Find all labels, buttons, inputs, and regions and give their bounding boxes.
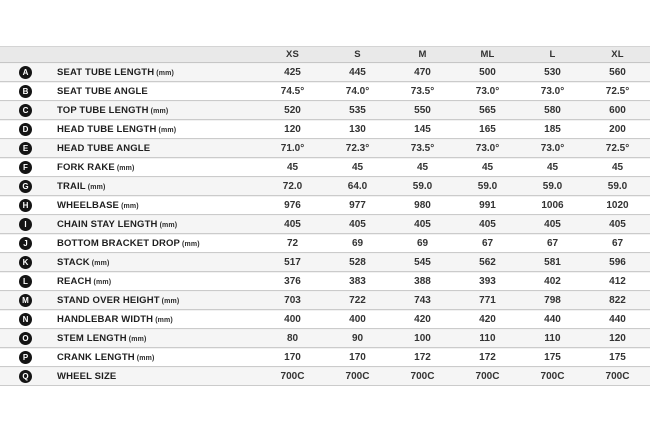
spec-value: 200	[609, 123, 626, 135]
spec-value: 405	[349, 218, 366, 230]
spec-label	[57, 105, 168, 116]
spec-value: 45	[546, 161, 559, 173]
spec-label	[57, 352, 155, 363]
column-header-ml: ML	[480, 49, 495, 60]
spec-value: 405	[284, 218, 301, 230]
spec-value: 1006	[541, 199, 564, 211]
spec-unit: (mm)	[93, 278, 112, 286]
spec-value: 72.3°	[345, 142, 370, 154]
spec-value: 528	[349, 256, 366, 268]
spec-value: 700C	[345, 370, 370, 382]
table-row-j	[0, 234, 650, 253]
spec-value: 71.0°	[280, 142, 305, 154]
spec-value: 175	[609, 351, 626, 363]
spec-label-cell	[0, 199, 260, 212]
spec-unit: (mm)	[182, 240, 200, 248]
spec-label-text: STACK	[57, 256, 90, 268]
table-row-l	[0, 272, 650, 291]
spec-value: 376	[284, 275, 301, 287]
table-row-g	[0, 177, 650, 196]
spec-value: 440	[544, 313, 561, 325]
spec-unit: (mm)	[116, 164, 135, 172]
spec-value: 420	[414, 313, 431, 325]
spec-value: 120	[284, 123, 301, 135]
row-letter-badge: H	[19, 199, 32, 212]
spec-label-cell	[0, 370, 260, 383]
spec-value: 425	[284, 66, 301, 78]
spec-value: 172	[414, 351, 431, 363]
spec-label-cell	[0, 161, 260, 174]
spec-value: 172	[479, 351, 496, 363]
spec-value: 73.5°	[410, 142, 435, 154]
table-row-d	[0, 120, 650, 139]
spec-value: 72.0	[282, 180, 303, 192]
row-letter-badge: K	[19, 256, 32, 269]
column-header-m: M	[418, 49, 427, 60]
column-header-xs: XS	[285, 49, 300, 60]
spec-label-text: SEAT TUBE ANGLE	[57, 85, 148, 97]
row-letter-badge: F	[19, 161, 32, 174]
spec-label	[57, 86, 150, 97]
spec-label	[57, 238, 200, 249]
spec-value: 74.5°	[280, 85, 305, 97]
spec-label	[57, 219, 177, 230]
spec-value: 500	[479, 66, 496, 78]
spec-value: 67	[611, 237, 624, 249]
spec-value: 185	[544, 123, 561, 135]
row-letter-badge: E	[19, 142, 32, 155]
spec-value: 69	[351, 237, 364, 249]
spec-value: 700C	[605, 370, 630, 382]
spec-value: 440	[609, 313, 626, 325]
table-header-row	[0, 46, 650, 63]
spec-label	[57, 257, 110, 268]
spec-value: 59.0	[412, 180, 433, 192]
column-header-s: S	[354, 49, 361, 60]
spec-value: 520	[284, 104, 301, 116]
spec-label-text: FORK RAKE	[57, 161, 115, 173]
column-header-xl: XL	[611, 49, 624, 60]
spec-label-text: BOTTOM BRACKET DROP	[57, 237, 181, 249]
spec-label-cell	[0, 313, 260, 326]
spec-value: 470	[414, 66, 431, 78]
row-letter-badge: I	[19, 218, 32, 231]
spec-value: 445	[349, 66, 366, 78]
spec-value: 67	[481, 237, 494, 249]
spec-value: 405	[609, 218, 626, 230]
spec-label-text: CHAIN STAY LENGTH	[57, 218, 158, 230]
spec-value: 45	[416, 161, 429, 173]
spec-label-text: TOP TUBE LENGTH	[57, 104, 149, 116]
spec-label-cell	[0, 237, 260, 250]
spec-value: 991	[479, 199, 496, 211]
spec-value: 72	[286, 237, 299, 249]
spec-label-cell	[0, 66, 260, 79]
spec-label-text: WHEEL SIZE	[57, 370, 117, 382]
row-letter-badge: C	[19, 104, 32, 117]
row-letter-badge: D	[19, 123, 32, 136]
spec-label-cell	[0, 180, 260, 193]
spec-value: 405	[544, 218, 561, 230]
table-row-a	[0, 63, 650, 82]
spec-value: 596	[609, 256, 626, 268]
table-row-f	[0, 158, 650, 177]
spec-value: 545	[414, 256, 431, 268]
table-row-q	[0, 367, 650, 386]
spec-unit: (mm)	[91, 259, 110, 267]
spec-label	[57, 181, 105, 192]
spec-value: 130	[349, 123, 366, 135]
table-row-n	[0, 310, 650, 329]
table-row-k	[0, 253, 650, 272]
spec-label-text: HANDLEBAR WIDTH	[57, 313, 154, 325]
spec-label-cell	[0, 294, 260, 307]
spec-value: 90	[351, 332, 364, 344]
spec-label-text: REACH	[57, 275, 92, 287]
spec-value: 798	[544, 294, 561, 306]
spec-label-text: STAND OVER HEIGHT	[57, 294, 160, 306]
spec-value: 822	[609, 294, 626, 306]
spec-value: 383	[349, 275, 366, 287]
spec-value: 722	[349, 294, 366, 306]
spec-value: 580	[544, 104, 561, 116]
spec-value: 59.0	[542, 180, 563, 192]
spec-value: 976	[284, 199, 301, 211]
spec-unit: (mm)	[121, 202, 139, 210]
spec-label-cell	[0, 142, 260, 155]
spec-label	[57, 295, 179, 306]
spec-label-cell	[0, 275, 260, 288]
spec-value: 700C	[410, 370, 435, 382]
spec-value: 59.0	[477, 180, 498, 192]
spec-unit: (mm)	[155, 316, 173, 324]
spec-value: 388	[414, 275, 431, 287]
spec-value: 703	[284, 294, 301, 306]
spec-value: 72.5°	[605, 85, 630, 97]
spec-label-cell	[0, 85, 260, 98]
spec-label-text: STEM LENGTH	[57, 332, 127, 344]
spec-value: 120	[609, 332, 626, 344]
spec-label	[57, 276, 111, 287]
spec-value: 80	[286, 332, 299, 344]
spec-value: 581	[544, 256, 561, 268]
spec-unit: (mm)	[161, 297, 180, 305]
spec-unit: (mm)	[87, 183, 106, 191]
spec-value: 145	[414, 123, 431, 135]
spec-label	[57, 200, 139, 211]
spec-label-cell	[0, 332, 260, 345]
spec-label	[57, 333, 146, 344]
row-letter-badge: J	[19, 237, 32, 250]
spec-value: 405	[479, 218, 496, 230]
row-letter-badge: N	[19, 313, 32, 326]
spec-value: 980	[414, 199, 431, 211]
table-row-o	[0, 329, 650, 348]
spec-unit: (mm)	[158, 126, 177, 134]
spec-value: 73.5°	[410, 85, 435, 97]
spec-value: 400	[284, 313, 301, 325]
spec-label-text: TRAIL	[57, 180, 86, 192]
spec-value: 535	[349, 104, 366, 116]
row-letter-badge: L	[19, 275, 32, 288]
table-row-e	[0, 139, 650, 158]
row-letter-badge: A	[19, 66, 32, 79]
spec-label	[57, 67, 174, 78]
spec-value: 45	[286, 161, 299, 173]
spec-label-cell	[0, 123, 260, 136]
spec-label-cell	[0, 218, 260, 231]
spec-unit: (mm)	[156, 69, 174, 77]
spec-label-text: SEAT TUBE LENGTH	[57, 66, 155, 78]
spec-value: 45	[481, 161, 494, 173]
spec-value: 67	[546, 237, 559, 249]
spec-value: 562	[479, 256, 496, 268]
spec-value: 700C	[540, 370, 565, 382]
spec-unit: (mm)	[150, 107, 169, 115]
spec-value: 743	[414, 294, 431, 306]
spec-value: 64.0	[347, 180, 368, 192]
spec-label	[57, 162, 135, 173]
spec-value: 110	[479, 332, 496, 344]
row-letter-badge: G	[19, 180, 32, 193]
spec-value: 170	[284, 351, 301, 363]
spec-value: 74.0°	[345, 85, 370, 97]
spec-label	[57, 371, 118, 382]
spec-label-text: CRANK LENGTH	[57, 351, 135, 363]
spec-value: 400	[349, 313, 366, 325]
spec-value: 600	[609, 104, 626, 116]
spec-label-text: WHEELBASE	[57, 199, 120, 211]
row-letter-badge: Q	[19, 370, 32, 383]
column-header-l: L	[549, 49, 556, 60]
spec-value: 165	[479, 123, 496, 135]
spec-value: 402	[544, 275, 561, 287]
table-row-h	[0, 196, 650, 215]
spec-value: 45	[611, 161, 624, 173]
spec-label-cell	[0, 256, 260, 269]
spec-value: 393	[479, 275, 496, 287]
spec-value: 1020	[606, 199, 629, 211]
spec-value: 560	[609, 66, 626, 78]
table-row-m	[0, 291, 650, 310]
table-row-c	[0, 101, 650, 120]
spec-value: 550	[414, 104, 431, 116]
spec-value: 69	[416, 237, 429, 249]
table-row-i	[0, 215, 650, 234]
row-letter-badge: O	[19, 332, 32, 345]
spec-unit: (mm)	[136, 354, 155, 362]
spec-value: 170	[349, 351, 366, 363]
spec-value: 73.0°	[475, 142, 500, 154]
bike-geometry-table	[0, 46, 650, 386]
spec-value: 530	[544, 66, 561, 78]
spec-value: 405	[414, 218, 431, 230]
spec-label-text: HEAD TUBE LENGTH	[57, 123, 157, 135]
spec-value: 72.5°	[605, 142, 630, 154]
spec-value: 700C	[475, 370, 500, 382]
spec-unit: (mm)	[128, 335, 147, 343]
spec-value: 517	[284, 256, 301, 268]
row-letter-badge: B	[19, 85, 32, 98]
spec-value: 59.0	[607, 180, 628, 192]
spec-value: 420	[479, 313, 496, 325]
spec-value: 412	[609, 275, 626, 287]
spec-value: 73.0°	[540, 142, 565, 154]
spec-label	[57, 314, 173, 325]
spec-value: 175	[544, 351, 561, 363]
spec-value: 565	[479, 104, 496, 116]
spec-label	[57, 143, 152, 154]
spec-value: 73.0°	[475, 85, 500, 97]
spec-value: 73.0°	[540, 85, 565, 97]
spec-label-cell	[0, 351, 260, 364]
spec-value: 110	[544, 332, 561, 344]
spec-value: 700C	[280, 370, 305, 382]
table-row-b	[0, 82, 650, 101]
spec-label-cell	[0, 104, 260, 117]
spec-value: 771	[479, 294, 496, 306]
spec-value: 45	[351, 161, 364, 173]
spec-value: 977	[349, 199, 366, 211]
spec-label-text: HEAD TUBE ANGLE	[57, 142, 151, 154]
table-row-p	[0, 348, 650, 367]
spec-label	[57, 124, 176, 135]
row-letter-badge: P	[19, 351, 32, 364]
spec-value: 100	[414, 332, 431, 344]
table-body	[0, 63, 650, 386]
spec-unit: (mm)	[159, 221, 178, 229]
row-letter-badge: M	[19, 294, 32, 307]
